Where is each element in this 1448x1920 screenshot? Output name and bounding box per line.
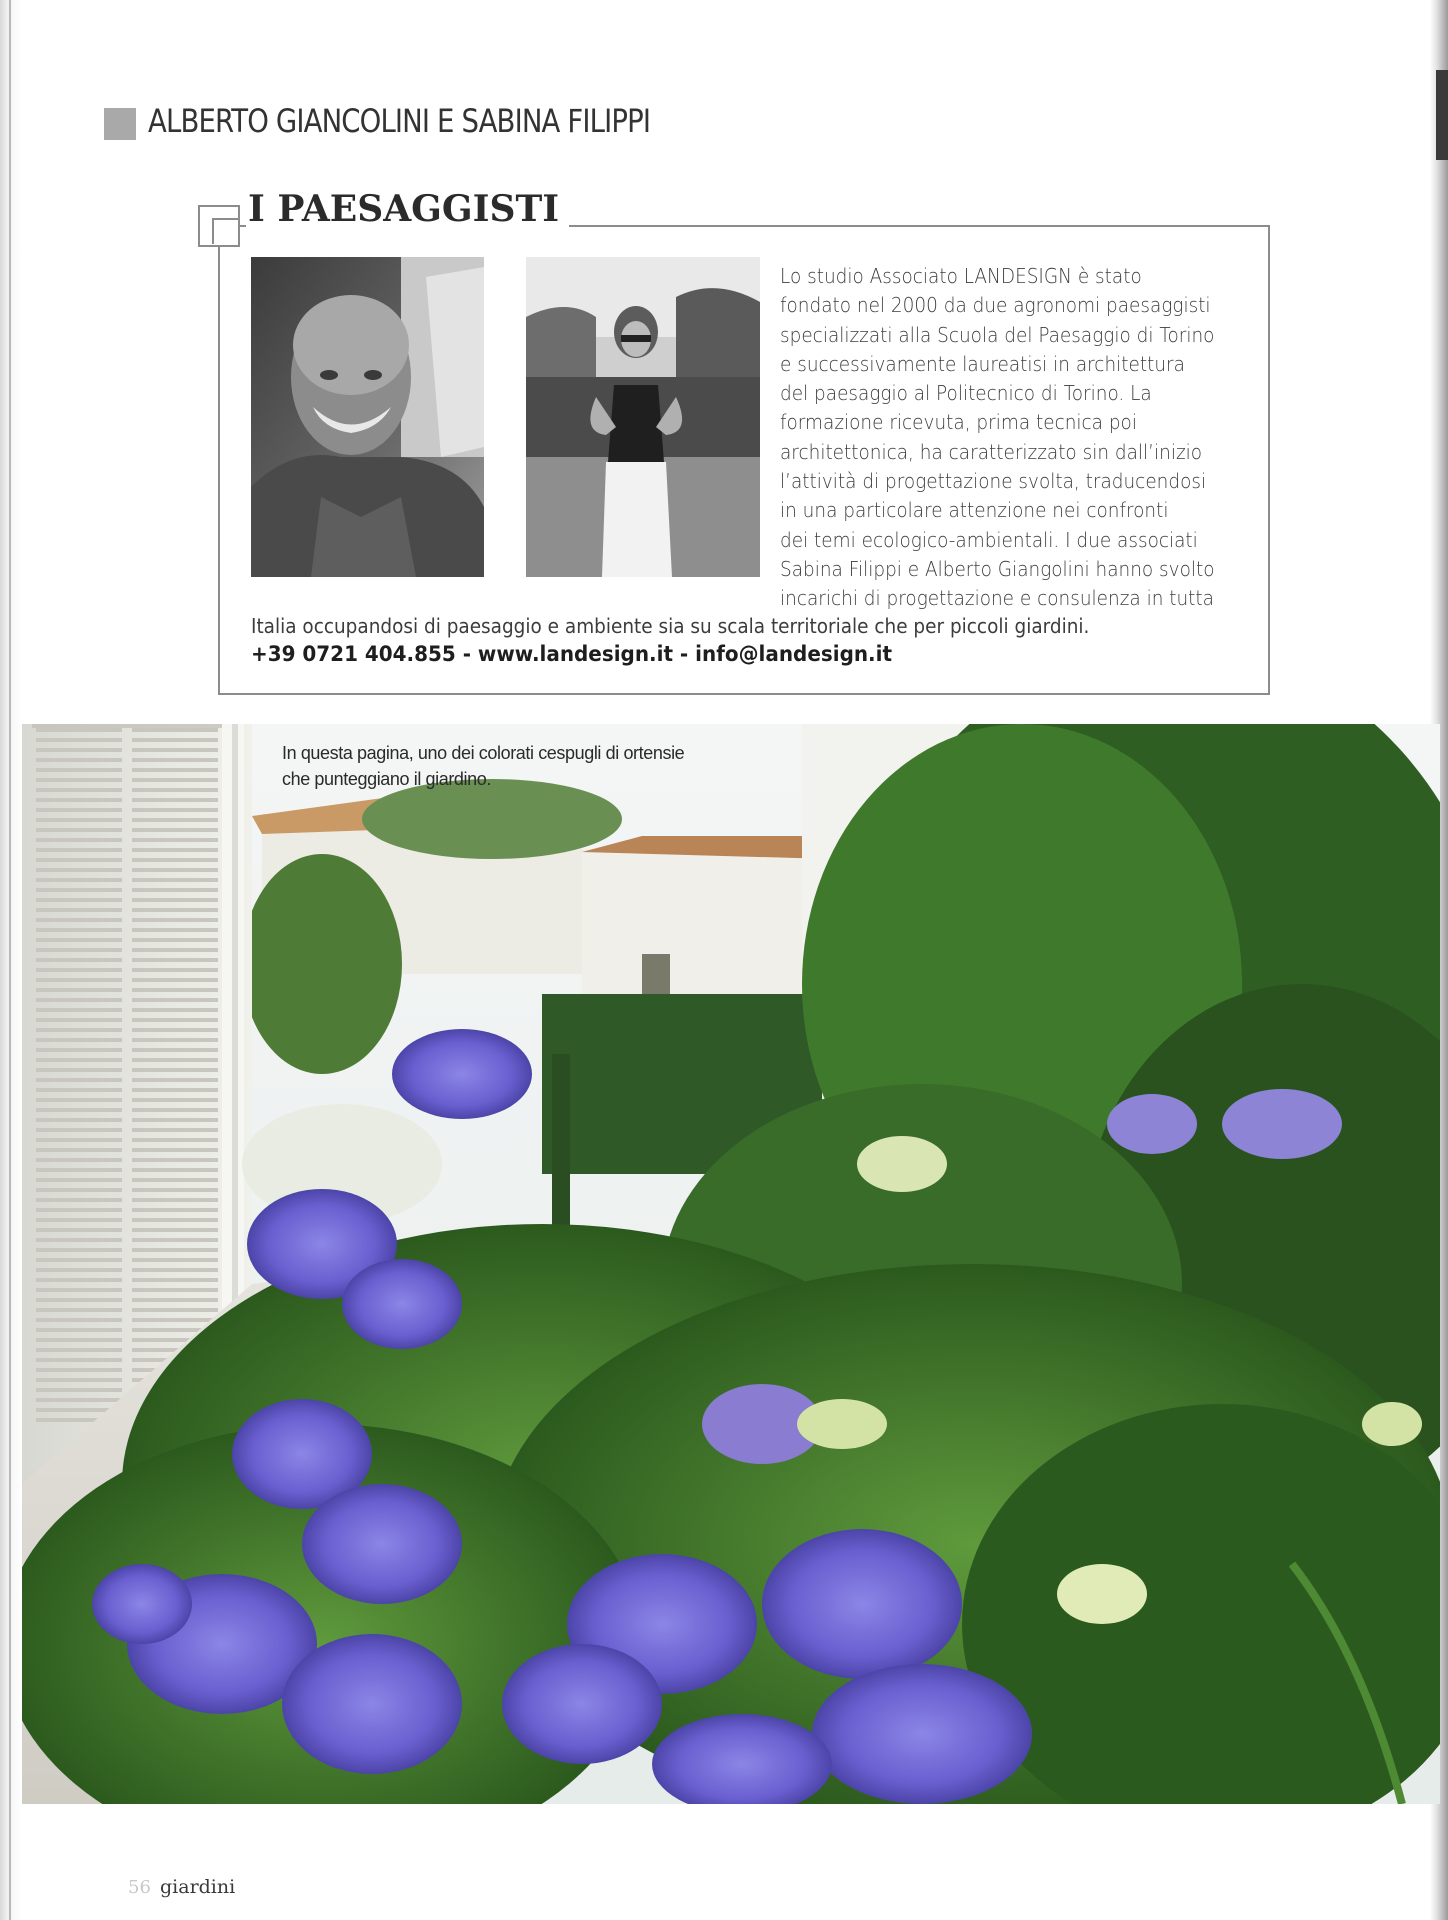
caption-line: che punteggiano il giardino.: [282, 769, 491, 789]
shutter-slat: [36, 878, 122, 882]
shutter-slat: [132, 1168, 218, 1172]
shutter-slat: [36, 738, 122, 742]
shutter-slat: [132, 1238, 218, 1242]
shutter-slat: [36, 1278, 122, 1282]
shutter-slat: [132, 1118, 218, 1122]
shutter-slat: [132, 1178, 218, 1182]
shutter-slat: [132, 888, 218, 892]
shutter-slat: [132, 1108, 218, 1112]
shutter-slat: [132, 1148, 218, 1152]
shutter-slat: [36, 1148, 122, 1152]
page-number: 56: [128, 1877, 151, 1898]
portrait-alberto: [251, 257, 484, 577]
shutter-slat: [36, 768, 122, 772]
shutter-slat: [132, 1158, 218, 1162]
shutter-slat: [36, 888, 122, 892]
shutter-slat: [36, 948, 122, 952]
shutter-slat: [132, 948, 218, 952]
shutter-slat: [36, 998, 122, 1002]
shutter-slat: [132, 818, 218, 822]
bio-line: del paesaggio al Politecnico di Torino. La: [780, 381, 1152, 406]
shutter-slat: [36, 1228, 122, 1232]
shutter-slat: [36, 748, 122, 752]
shutter-slat: [36, 928, 122, 932]
bio-line: specializzati alla Scuola del Paesaggio di Torino: [780, 322, 1215, 347]
photo-caption: [282, 740, 742, 792]
shutter-slat: [36, 1138, 122, 1142]
portrait-alberto-image: [251, 257, 484, 577]
shutter-slat: [36, 1238, 122, 1242]
shutter-slat: [132, 798, 218, 802]
shutter-slat: [132, 998, 218, 1002]
shutter-slat: [36, 1378, 122, 1382]
bio-line: e successivamente laureatisi in architettura: [780, 351, 1185, 376]
shutter-slat: [132, 1138, 218, 1142]
shutter-slat: [132, 1078, 218, 1082]
shutter-slat: [36, 788, 122, 792]
shutter-slat: [36, 778, 122, 782]
shutter-slat: [36, 1348, 122, 1352]
shutter-slat: [132, 898, 218, 902]
shutter-slat: [36, 1058, 122, 1062]
shutter-slat: [132, 958, 218, 962]
shutter-slat: [36, 958, 122, 962]
shutter-slat: [132, 968, 218, 972]
shutter-slat: [132, 878, 218, 882]
bio-last-line: Italia occupandosi di paesaggio e ambiente sia su scala territoriale che per piccoli giardini.: [251, 614, 1090, 638]
shutter-slat: [132, 768, 218, 772]
shutter-slat: [36, 1088, 122, 1092]
shutter-slat: [132, 938, 218, 942]
shutter-slat: [36, 868, 122, 872]
shutter-slat: [36, 1308, 122, 1312]
shutter-slat: [132, 1058, 218, 1062]
shutter-slat: [36, 1158, 122, 1162]
shutter-slat: [132, 1218, 218, 1222]
shutter-slat: [132, 858, 218, 862]
bio-line: in una particolare attenzione nei confronti: [780, 498, 1169, 523]
shutter-slat: [132, 1248, 218, 1252]
shutter-slat: [36, 1018, 122, 1022]
shutter-slat: [132, 1198, 218, 1202]
shutter-slat: [36, 918, 122, 922]
shutter-slat: [36, 1078, 122, 1082]
shutter-slat: [132, 788, 218, 792]
shutter-slat: [36, 908, 122, 912]
portrait-sabina: [526, 257, 760, 577]
shutter-slat: [132, 1298, 218, 1302]
shutter-slat: [132, 748, 218, 752]
shutter-slat: [132, 1278, 218, 1282]
caption-line: In questa pagina, uno dei colorati cespugli di ortensie: [282, 743, 685, 763]
garden-photo: [22, 724, 1440, 1804]
shutter-slat: [132, 1028, 218, 1032]
shutter-slat: [36, 1218, 122, 1222]
shutter-slat: [36, 828, 122, 832]
magazine-name: giardini: [160, 1876, 236, 1898]
shutter-slat: [36, 808, 122, 812]
shutter-slat: [132, 1188, 218, 1192]
bio-line: formazione ricevuta, prima tecnica poi: [780, 410, 1137, 435]
shutter-slat: [132, 1288, 218, 1292]
shutter-slat: [36, 1388, 122, 1392]
shutter-slat: [132, 1048, 218, 1052]
shutter-slat: [36, 838, 122, 842]
shutter-slat: [36, 988, 122, 992]
shutter-slat: [132, 828, 218, 832]
shutter-slat: [36, 1108, 122, 1112]
bio-line: incarichi di progettazione e consulenza in tutta: [780, 586, 1214, 611]
shutter-slat: [132, 1098, 218, 1102]
shutter-slat: [36, 1268, 122, 1272]
shutter-slat: [36, 1068, 122, 1072]
scan-page-tab: [1436, 70, 1448, 160]
shutter-slat: [36, 968, 122, 972]
shutter-slat: [36, 1128, 122, 1132]
shutter-slat: [36, 1198, 122, 1202]
shutter-slat: [132, 978, 218, 982]
shutter-slat: [132, 758, 218, 762]
shutter-slat: [36, 1178, 122, 1182]
shutter-slat: [132, 908, 218, 912]
shutter-slat: [36, 1328, 122, 1332]
shutter-slat: [36, 1398, 122, 1402]
shutter-slat: [36, 1288, 122, 1292]
shutter-slat: [36, 798, 122, 802]
portrait-sabina-image: [526, 257, 760, 577]
shutter-slat: [132, 728, 218, 732]
shutter-slat: [36, 1188, 122, 1192]
shutter-slat: [132, 1018, 218, 1022]
shutter-slat: [36, 858, 122, 862]
shutter-slat: [36, 1258, 122, 1262]
shutter-slat: [132, 1068, 218, 1072]
shutter-slat: [132, 928, 218, 932]
shutter-slat: [132, 1208, 218, 1212]
shutter-slat: [36, 978, 122, 982]
shutter-slat: [132, 1318, 218, 1322]
shutter-slat: [36, 728, 122, 732]
contact-line: +39 0721 404.855 - www.landesign.it - info@landesign.it: [251, 642, 893, 666]
shutter-slat: [36, 1028, 122, 1032]
shutter-slat: [132, 738, 218, 742]
shutter-slat: [36, 818, 122, 822]
header-square: [104, 108, 136, 140]
shutter-slat: [36, 1008, 122, 1012]
shutter-slat: [132, 1258, 218, 1262]
shutter-slat: [132, 848, 218, 852]
bio-line: Lo studio Associato LANDESIGN è stato: [780, 264, 1142, 288]
shutter-slat: [132, 988, 218, 992]
scan-left-line: [9, 0, 11, 1920]
shutter-slat: [132, 1088, 218, 1092]
shutter-slat: [36, 758, 122, 762]
shutter-slat: [36, 1118, 122, 1122]
shutter-slat: [36, 848, 122, 852]
shutter-slat: [132, 1128, 218, 1132]
scan-left-edge: [0, 0, 22, 1920]
shutter-slat: [36, 1038, 122, 1042]
page-title: ALBERTO GIANCOLINI E SABINA FILIPPI: [148, 102, 651, 140]
shutter-slat: [36, 1358, 122, 1362]
bio-text: [780, 262, 1260, 614]
shutter-slat: [132, 1228, 218, 1232]
shutter-slat: [36, 1298, 122, 1302]
shutter-slat: [132, 1008, 218, 1012]
bio-line: dei temi ecologico-ambientali. I due associati: [780, 527, 1198, 552]
shutter-slat: [132, 868, 218, 872]
shutter-slat: [36, 898, 122, 902]
bio-line: architettonica, ha caratterizzato sin dall’inizio: [780, 439, 1203, 464]
shutter-slat: [36, 1048, 122, 1052]
shutter-slat: [36, 1098, 122, 1102]
bio-line: l’attività di progettazione svolta, traducendosi: [780, 469, 1207, 494]
bio-line: fondato nel 2000 da due agronomi paesaggisti: [780, 293, 1211, 318]
shutter-slat: [36, 1208, 122, 1212]
shutter-slat: [132, 918, 218, 922]
garden-photo-image: [22, 724, 1440, 1804]
section-title: I PAESAGGISTI: [246, 188, 569, 230]
shutter-slat: [132, 838, 218, 842]
shutter-slat: [36, 1338, 122, 1342]
shutter-slat: [132, 1268, 218, 1272]
shutter-slat: [36, 1318, 122, 1322]
shutter-slat: [132, 1038, 218, 1042]
shutter-slat: [132, 1308, 218, 1312]
corner-mark-inner: [212, 218, 238, 244]
bio-line: Sabina Filippi e Alberto Giangolini hanno svolto: [780, 556, 1215, 581]
shutter-slat: [36, 1168, 122, 1172]
shutter-slat: [132, 808, 218, 812]
shutter-slat: [132, 778, 218, 782]
shutter-slat: [36, 1248, 122, 1252]
shutter-slat: [36, 1368, 122, 1372]
shutter-slat: [36, 938, 122, 942]
